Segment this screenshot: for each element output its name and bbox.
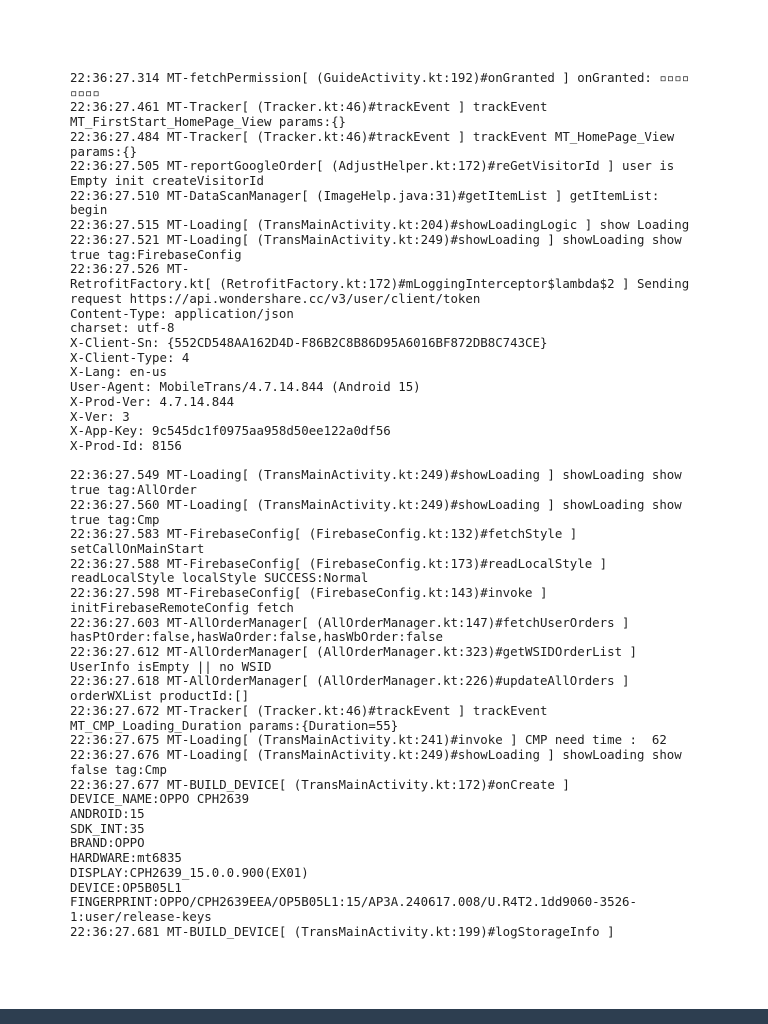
- log-line: 22:36:27.677 MT-BUILD_DEVICE[ (TransMainActivity.kt:172)#onCreate ]: [70, 776, 570, 792]
- log-line: DEVICE:OP5B05L1: [70, 879, 182, 895]
- log-line: 22:36:27.505 MT-reportGoogleOrder[ (AdjustHelper.kt:172)#reGetVisitorId ] user is: [70, 158, 675, 174]
- log-line: true tag:FirebaseConfig: [70, 246, 242, 262]
- log-line: params:{}: [70, 143, 138, 159]
- log-line: begin: [70, 202, 108, 218]
- log-line: 22:36:27.515 MT-Loading[ (TransMainActivity.kt:204)#showLoadingLogic ] show Loading: [70, 217, 690, 233]
- log-line: 22:36:27.560 MT-Loading[ (TransMainActivity.kt:249)#showLoading ] showLoading show: [70, 496, 682, 512]
- log-line: 22:36:27.618 MT-AllOrderManager[ (AllOrderManager.kt:226)#updateAllOrders ]: [70, 673, 630, 689]
- log-line: charset: utf-8: [70, 320, 175, 336]
- log-line: request https://api.wondershare.cc/v3/user/client/token: [70, 290, 481, 306]
- log-line: 22:36:27.675 MT-Loading[ (TransMainActivity.kt:241)#invoke ] CMP need time : 62: [70, 732, 667, 748]
- log-line: 22:36:27.612 MT-AllOrderManager[ (AllOrderManager.kt:323)#getWSIDOrderList ]: [70, 644, 637, 660]
- log-line: X-Client-Sn: {552CD548AA162D4D-F86B2C8B86D95A6016BF872DB8C743CE}: [70, 334, 548, 350]
- log-line: false tag:Cmp: [70, 761, 167, 777]
- log-line: X-Lang: en-us: [70, 364, 167, 380]
- log-line: ▫▫▫▫: [70, 84, 100, 100]
- log-line: User-Agent: MobileTrans/4.7.14.844 (Android 15): [70, 379, 421, 395]
- log-line: orderWXList productId:[]: [70, 688, 250, 704]
- log-line: Empty init createVisitorId: [70, 173, 264, 189]
- log-line: 22:36:27.603 MT-AllOrderManager[ (AllOrderManager.kt:147)#fetchUserOrders ]: [70, 614, 630, 630]
- viewer-footer-bar: [0, 1009, 768, 1024]
- log-line: 22:36:27.510 MT-DataScanManager[ (ImageHelp.java:31)#getItemList ] getItemList:: [70, 187, 660, 203]
- log-line: [70, 454, 710, 469]
- log-line: 22:36:27.461 MT-Tracker[ (Tracker.kt:46)#trackEvent ] trackEvent: [70, 99, 548, 115]
- log-line: X-Prod-Ver: 4.7.14.844: [70, 393, 235, 409]
- log-line: X-Client-Type: 4: [70, 349, 190, 365]
- log-line: 22:36:27.549 MT-Loading[ (TransMainActivity.kt:249)#showLoading ] showLoading show: [70, 467, 682, 483]
- log-line: true tag:AllOrder: [70, 482, 197, 498]
- log-line: HARDWARE:mt6835: [70, 850, 182, 866]
- log-line: DISPLAY:CPH2639_15.0.0.900(EX01): [70, 864, 309, 880]
- log-line: 22:36:27.588 MT-FirebaseConfig[ (FirebaseConfig.kt:173)#readLocalStyle ]: [70, 555, 608, 571]
- log-line: X-Prod-Id: 8156: [70, 437, 182, 453]
- log-line: X-App-Key: 9c545dc1f0975aa958d50ee122a0df56: [70, 423, 391, 439]
- log-line: setCallOnMainStart: [70, 541, 205, 556]
- log-line: 22:36:27.526 MT-: [70, 261, 190, 277]
- log-line: true tag:Cmp: [70, 511, 160, 527]
- log-line: 22:36:27.681 MT-BUILD_DEVICE[ (TransMainActivity.kt:199)#logStorageInfo ]: [70, 923, 615, 939]
- log-line: UserInfo isEmpty || no WSID: [70, 658, 272, 674]
- log-line: DEVICE_NAME:OPPO CPH2639: [70, 791, 250, 807]
- log-lines: [70, 71, 710, 939]
- log-line: initFirebaseRemoteConfig fetch: [70, 599, 294, 615]
- log-line: MT_FirstStart_HomePage_View params:{}: [70, 114, 347, 130]
- log-line: 22:36:27.672 MT-Tracker[ (Tracker.kt:46)#trackEvent ] trackEvent: [70, 702, 548, 718]
- log-line: BRAND:OPPO: [70, 835, 145, 851]
- log-line: readLocalStyle localStyle SUCCESS:Normal: [70, 570, 369, 586]
- log-line: 22:36:27.676 MT-Loading[ (TransMainActivity.kt:249)#showLoading ] showLoading show: [70, 747, 682, 763]
- log-line: SDK_INT:35: [70, 820, 145, 836]
- log-line: Content-Type: application/json: [70, 305, 294, 321]
- log-line: ANDROID:15: [70, 805, 145, 821]
- log-line: RetrofitFactory.kt[ (RetrofitFactory.kt:172)#mLoggingInterceptor$lambda$2 ] Sending: [70, 276, 690, 292]
- log-line: 22:36:27.598 MT-FirebaseConfig[ (FirebaseConfig.kt:143)#invoke ]: [70, 585, 548, 601]
- log-line: 22:36:27.583 MT-FirebaseConfig[ (FirebaseConfig.kt:132)#fetchStyle ]: [70, 526, 578, 542]
- log-line: 1:user/release-keys: [70, 908, 212, 924]
- log-line: X-Ver: 3: [70, 408, 130, 424]
- log-line: MT_CMP_Loading_Duration params:{Duration=55}: [70, 717, 399, 733]
- log-line: 22:36:27.484 MT-Tracker[ (Tracker.kt:46)#trackEvent ] trackEvent MT_HomePage_View: [70, 128, 675, 144]
- log-line: FINGERPRINT:OPPO/CPH2639EEA/OP5B05L1:15/AP3A.240617.008/U.R4T2.1dd9060-3526-: [70, 894, 637, 910]
- log-line: hasPtOrder:false,hasWaOrder:false,hasWbOrder:false: [70, 629, 443, 645]
- log-line: 22:36:27.521 MT-Loading[ (TransMainActivity.kt:249)#showLoading ] showLoading show: [70, 231, 682, 247]
- log-line: 22:36:27.314 MT-fetchPermission[ (GuideActivity.kt:192)#onGranted ] onGranted: ▫▫▫▫: [70, 70, 690, 85]
